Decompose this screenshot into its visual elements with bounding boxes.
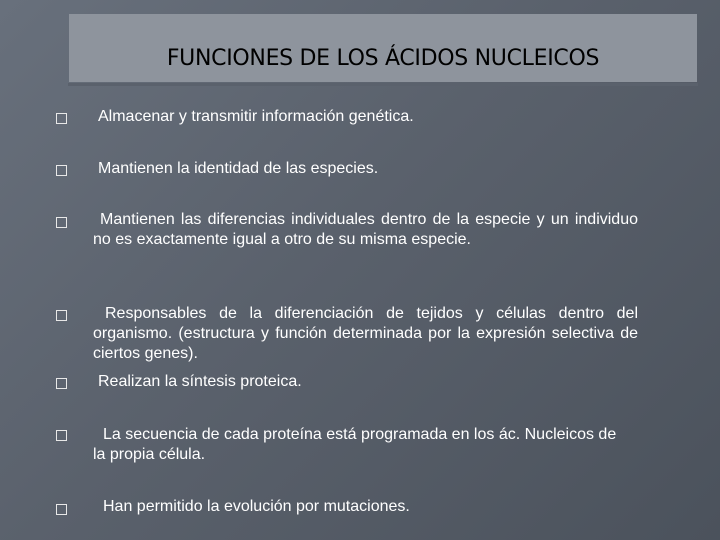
checkbox-square-icon (56, 378, 67, 389)
list-item: Realizan la síntesis proteica. (98, 373, 302, 390)
checkbox-square-icon (56, 504, 67, 515)
page-title: FUNCIONES DE LOS ÁCIDOS NUCLEICOS (166, 46, 600, 71)
list-item: Almacenar y transmitir información genética. (98, 108, 414, 125)
list-item: La secuencia de cada proteína está programada en los ác. Nucleicos de la propia célula. (93, 426, 617, 463)
checkbox-square-icon (56, 217, 67, 228)
checkbox-square-icon (56, 165, 67, 176)
checkbox-square-icon (56, 113, 67, 124)
checkbox-square-icon (56, 310, 67, 321)
checkbox-square-icon (56, 430, 67, 441)
list-item: Han permitido la evolución por mutaciones. (103, 498, 410, 515)
list-item: Mantienen la identidad de las especies. (98, 160, 379, 177)
list-item: Responsables de la diferenciación de tejidos y células dentro del organismo. (estructura y función determinada por la expresión selectiva de ciertos genes). (93, 305, 638, 362)
list-item: Mantienen las diferencias individuales dentro de la especie y un individuo no es exactamente igual a otro de su misma especie. (93, 211, 638, 248)
